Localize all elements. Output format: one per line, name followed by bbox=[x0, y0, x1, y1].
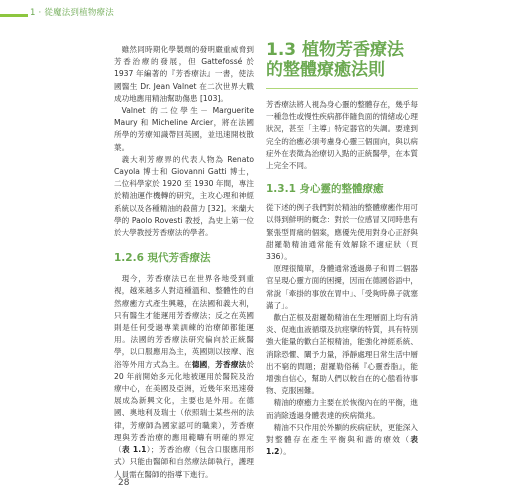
table-reference-1-2: 表 1.2 bbox=[266, 435, 418, 457]
page-number: 28 bbox=[118, 478, 130, 488]
paragraph-italy: 義大利芳療界的代表人物為 Renato Cayola 博士和 Giovanni Gatti 博士，二位科學家於 1920 至 1930 年間，專注於精油運作機轉的研究，主攻心理和神經系統以及各種精油的殺菌力 [32]。米蘭大學的 Paolo Rovesti 教授，為史上第一位於大學教授芳香療法的學者。 bbox=[114, 154, 254, 238]
paragraph-healing-power: 精油的療癒力主要在於恢復內在的平衡，進而消除透過身體表達的疾病徵兆。 bbox=[266, 398, 418, 420]
table-reference-1-1: 表 1.1 bbox=[121, 445, 147, 455]
text-run: ， bbox=[207, 359, 216, 369]
paragraph-example: 從下述的例子我們對於精油的整體療癒作用可以得到鮮明的概念：對於一位感冒又同時患有緊張型胃痛的個案，應優先使用對身心正舒與甜羅勒精油通常能有效解除不適症狀（頁 336）。 bbox=[266, 203, 418, 262]
left-column bbox=[114, 44, 254, 481]
right-column bbox=[266, 40, 418, 458]
running-header: 1 · 從魔法到植物療法 bbox=[30, 8, 114, 18]
paragraph-valnet-students: Valnet 的二位學生－ Marguerite Maury 和 Micheline Arcier，將在法國所學的芳療知識帶回英國，並迅速開枝散葉。 bbox=[114, 106, 254, 152]
section-heading-modern-aromatherapy: 1.2.6 現代芳香療法 bbox=[114, 252, 211, 265]
text-run: 於 20 年前開始多元化地被運用於醫院及治療中心，在美國及亞洲，近幾年來迅速發展成為新興文化，主要也是外用。在德國、奧地利及瑞士（依照瑞士某些州的法律，芳療師為國家認可的職業），芳香療理與芳香治療的應用範疇有明確的界定（ bbox=[114, 359, 255, 455]
header-accent-rule bbox=[0, 14, 28, 17]
text-run: 現今，芳香療法已在世界各地受到重視，越來越多人對這種溫和、整體性的自然療癒方式產生興趣，在法國和義大利，只有醫生才能運用芳香療法；反之在英國則是任何受過專業訓練的治療師都能運用。法國的芳香療法研究偏向於正統醫學，以口服應用為主，英國則以按摩、泡浴等外用方式為主。在 bbox=[114, 274, 254, 369]
paragraph-angelica-basil: 歡白芷根及甜羅勒精油在生理層面上均有消炎、促進血液循環及抗痙攣的特質，具有特別強大能量的歡白芷根精油，能強化神經系統、消除恐懼、闡予力量，淨靜處理日常生活中層出不窮的問題；甜羅勒俗稱『心靈香脂』，能增強自信心，幫助人們以較自在的心態看待事物、克服困難。 bbox=[266, 313, 418, 396]
paragraph-principle: 原理很簡單，身體通常透過鼻子和胃二個器官呈現心靈方面的困擾，因而在德國俗語中，常說「牽掛的事放在胃中」、「受夠時鼻子就塞滿了」。 bbox=[266, 264, 418, 310]
paragraph-gattefosse: 雖然同時期化學製劑的發明嚴重威脅到芳香治療的發展，但 Gattefossé 於 1937 年編著的『芳香療法』一書，使法國醫生 Dr. Jean Valnet 在二次世界大戰成功地應用精油幫助傷患 [103]。 bbox=[114, 45, 254, 103]
paragraph-balance bbox=[266, 422, 418, 459]
bold-term-aromatherapy: 芳香療法 bbox=[215, 359, 247, 369]
text-run: ）；芳香治療（包含口服應用形式）只能由醫師和自然療法師執行，護理人員需在醫師的指導下進行。 bbox=[114, 445, 254, 479]
paragraph-holistic-intro: 芳香療法將人視為身心靈的整體存在，幾乎每一種急性或慢性疾病都伴隨負面的情緒或心理狀況，甚至「主導」特定器官的失調。要達到完全的治癒必須考慮身心靈三個面向，與以病症外在表徵為治療切入點的正統醫學，在本質上完全不同。 bbox=[266, 100, 418, 171]
text-run: 精油不只作用於外顯的疾病症狀，更能深入對整體存在產生平衡與和諧的療效（ bbox=[266, 422, 418, 445]
paragraph-modern-aromatherapy bbox=[114, 273, 254, 480]
text-run: ）。 bbox=[279, 447, 291, 457]
section-divider bbox=[266, 88, 418, 89]
subsection-heading-body-mind-spirit: 1.3.1 身心靈的整體療癒 bbox=[266, 183, 384, 196]
bold-term-germany: 德國 bbox=[191, 359, 208, 369]
section-heading-holistic-principles: 1.3 植物芳香療法的整體療癒法則 bbox=[266, 40, 405, 80]
